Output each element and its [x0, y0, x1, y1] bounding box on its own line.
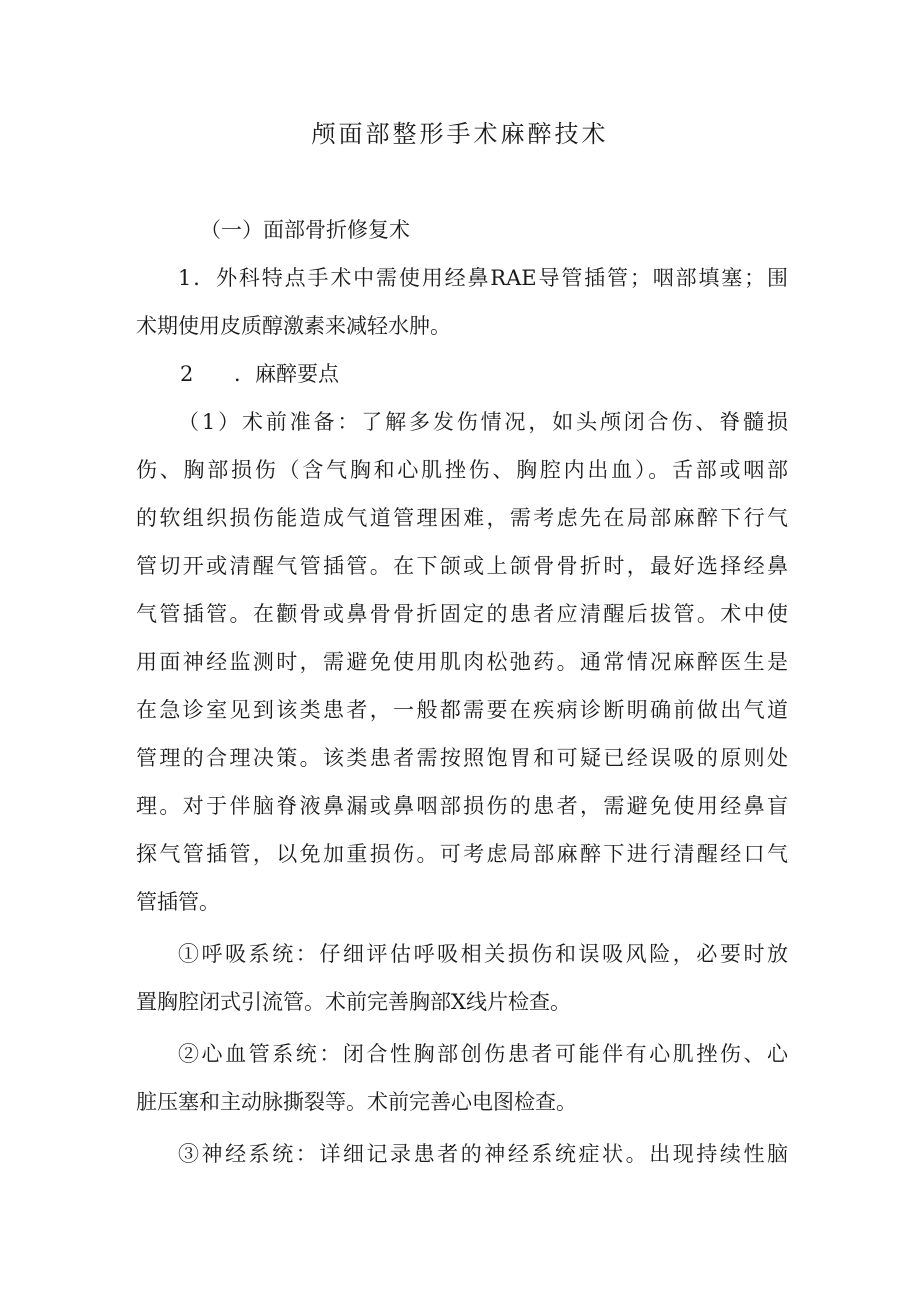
paragraph-line: 伤、胸部损伤（含气胸和心肌挫伤、胸腔内出血）。舌部或咽部	[136, 458, 788, 482]
paragraph-line: 气管插管。在颧骨或鼻骨骨折固定的患者应清醒后拔管。术中使	[136, 602, 788, 626]
paragraph-line: ②心血管系统：闭合性胸部创伤患者可能伴有心肌挫伤、心	[178, 1042, 788, 1066]
item-label: ．麻醉要点	[234, 362, 339, 386]
paragraph-line: 管插管。	[136, 890, 220, 914]
section-heading: （一）面部骨折修复术	[200, 218, 410, 242]
paragraph-line: ③神经系统：详细记录患者的神经系统症状。出现持续性脑	[178, 1142, 788, 1166]
paragraph-line: 术期使用皮质醇激素来减轻水肿。	[136, 314, 451, 338]
paragraph-line: 置胸腔闭式引流管。术前完善胸部X线片检查。	[136, 990, 571, 1014]
item-heading	[180, 354, 339, 394]
paragraph-line: 理。对于伴脑脊液鼻漏或鼻咽部损伤的患者，需避免使用经鼻盲	[136, 794, 788, 818]
document-title: 颅面部整形手术麻醉技术	[311, 120, 609, 148]
paragraph-line: 在急诊室见到该类患者，一般都需要在疾病诊断明确前做出气道	[136, 698, 788, 722]
paragraph-line: 管切开或清醒气管插管。在下颌或上颌骨骨折时，最好选择经鼻	[136, 554, 788, 578]
paragraph-line: 用面神经监测时，需避免使用肌肉松弛药。通常情况麻醉医生是	[136, 650, 788, 674]
paragraph-line: ①呼吸系统：仔细评估呼吸相关损伤和误吸风险，必要时放	[178, 942, 788, 966]
item-number: 2	[180, 362, 194, 386]
paragraph-line: 脏压塞和主动脉撕裂等。术前完善心电图检查。	[136, 1090, 577, 1114]
paragraph-line: 管理的合理决策。该类患者需按照饱胃和可疑已经误吸的原则处	[136, 746, 788, 770]
paragraph-line: 1．外科特点手术中需使用经鼻RAE导管插管；咽部填塞；围	[178, 266, 788, 290]
paragraph-line: 的软组织损伤能造成气道管理困难，需考虑先在局部麻醉下行气	[136, 506, 788, 530]
paragraph-line: （1）术前准备：了解多发伤情况，如头颅闭合伤、脊髓损	[178, 410, 788, 434]
paragraph-line: 探气管插管，以免加重损伤。可考虑局部麻醉下进行清醒经口气	[136, 842, 788, 866]
